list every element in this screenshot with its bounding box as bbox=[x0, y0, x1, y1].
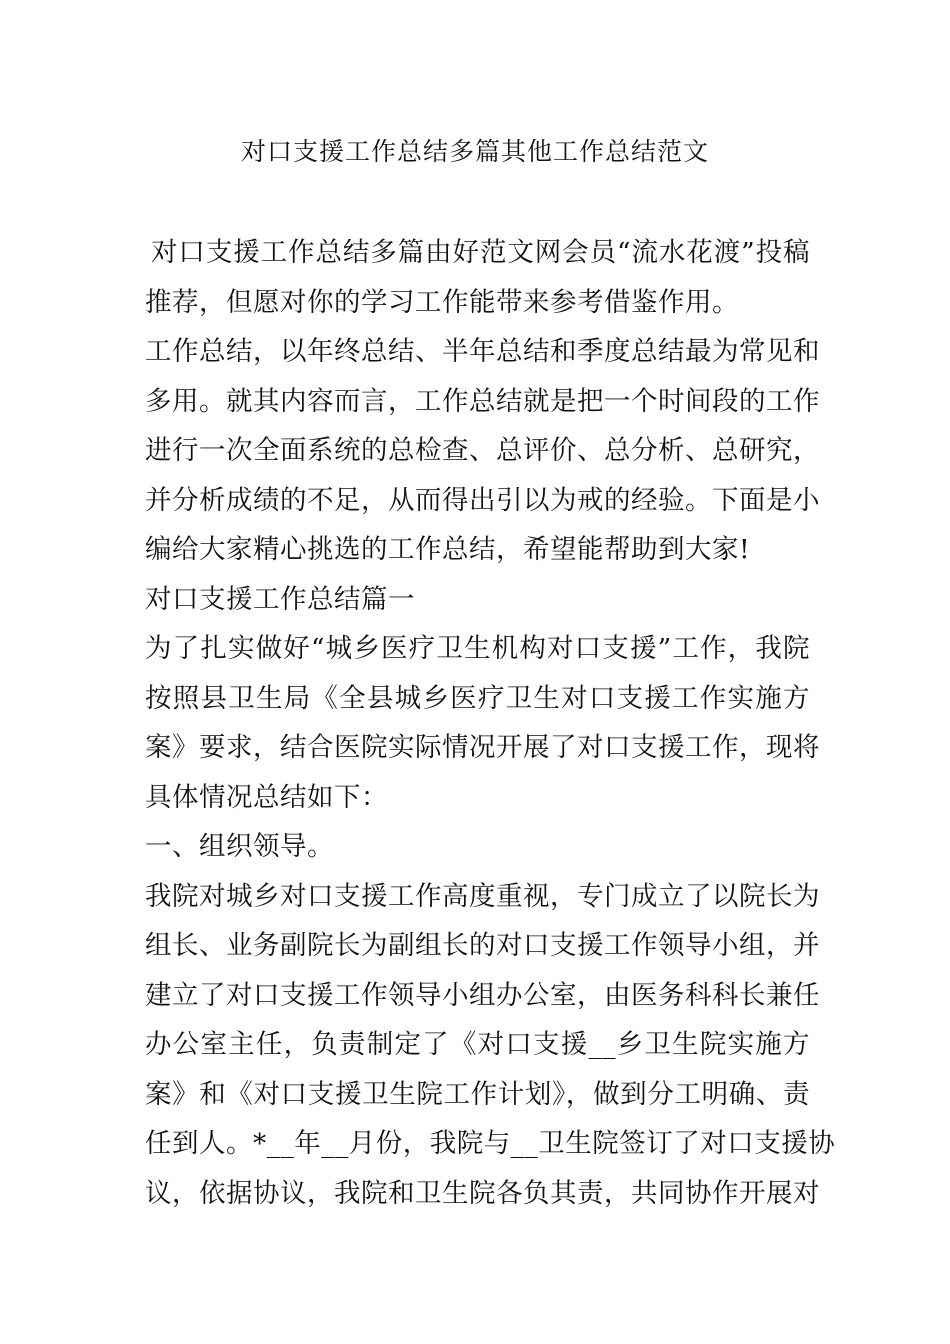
text-line: 案》和《对口支援卫生院工作计划》，做到分工明确、责 bbox=[145, 1078, 810, 1110]
text-line: 按照县卫生局《全县城乡医疗卫生对口支援工作实施方 bbox=[145, 682, 810, 714]
text-line: 并分析成绩的不足，从而得出引以为戒的经验。下面是小 bbox=[145, 484, 820, 516]
document-body bbox=[145, 228, 836, 1218]
text-line: 为了扎实做好“城乡医疗卫生机构对口支援”工作，我院 bbox=[145, 633, 810, 664]
text-line: 具体情况总结如下： bbox=[145, 781, 388, 813]
document-title: 对口支援工作总结多篇其他工作总结范文 bbox=[240, 137, 709, 166]
text-line: 我院对城乡对口支援工作高度重视，专门成立了以院长为 bbox=[145, 880, 820, 912]
text-line: 对口支援工作总结篇一 bbox=[145, 583, 415, 615]
text-line: 对口支援工作总结多篇由好范文网会员“流水花渡”投稿 bbox=[151, 237, 810, 268]
text-line: 案》要求，结合医院实际情况开展了对口支援工作，现将 bbox=[145, 732, 820, 763]
text-line: 任到人。*__年__月份，我院与__卫生院签订了对口支援协 bbox=[145, 1128, 836, 1159]
text-line: 一、组织领导。 bbox=[145, 831, 334, 862]
text-line: 组长、业务副院长为副组长的对口支援工作领导小组，并 bbox=[145, 930, 820, 961]
text-line: 建立了对口支援工作领导小组办公室，由医务科科长兼任 bbox=[145, 979, 820, 1011]
text-line: 编给大家精心挑选的工作总结，希望能帮助到大家! bbox=[145, 534, 751, 565]
text-line: 工作总结，以年终总结、半年总结和季度总结最为常见和 bbox=[145, 336, 820, 367]
text-line: 多用。就其内容而言，工作总结就是把一个时间段的工作 bbox=[145, 385, 820, 417]
text-line: 进行一次全面系统的总检查、总评价、总分析、总研究， bbox=[145, 435, 820, 466]
text-line: 推荐，但愿对你的学习工作能带来参考借鉴作用。 bbox=[145, 286, 739, 318]
text-line: 办公室主任，负责制定了《对口支援__乡卫生院实施方 bbox=[145, 1029, 810, 1060]
text-line: 议，依据协议，我院和卫生院各负其责，共同协作开展对 bbox=[145, 1177, 820, 1209]
